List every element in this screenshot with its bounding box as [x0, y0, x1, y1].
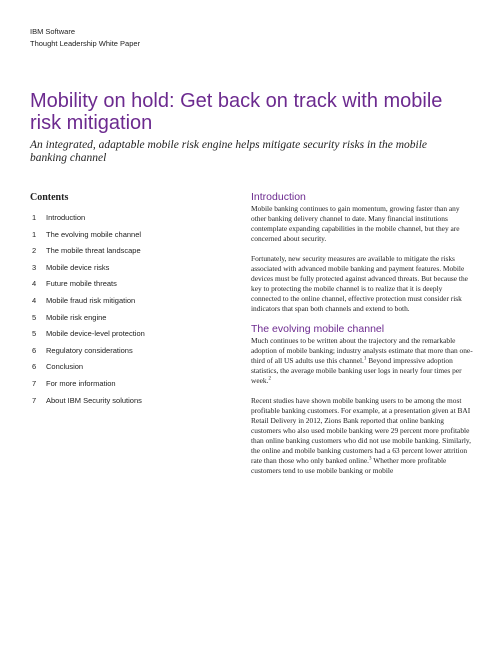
toc-page-number: 2: [32, 246, 37, 256]
toc-page-number: 5: [32, 329, 37, 339]
toc-item-for-more-information[interactable]: [30, 379, 220, 396]
toc-item-future-mobile-threats[interactable]: [30, 279, 220, 296]
toc-item-mobile-device-risks[interactable]: [30, 263, 220, 280]
toc-item-evolving-mobile-channel[interactable]: [30, 230, 220, 247]
toc-item-conclusion[interactable]: [30, 362, 220, 379]
brand-label: IBM Software: [30, 27, 76, 36]
toc-item-mobile-threat-landscape[interactable]: [30, 246, 220, 263]
toc-list: [30, 213, 220, 412]
main-column: [251, 191, 473, 476]
toc-item-mobile-device-level-protection[interactable]: [30, 329, 220, 346]
table-of-contents: [30, 192, 220, 412]
evolving-section: [251, 323, 473, 476]
introduction-paragraph-1: Mobile banking continues to gain momentum, growing faster than any other banking delivery channel to date. Many financial institutions contemplate expanding capabilities in the mobile channel, but they are concerned about security.: [251, 204, 460, 243]
toc-page-number: 4: [32, 279, 37, 289]
toc-page-number: 1: [32, 213, 37, 222]
footnote-ref-2: 2: [268, 376, 271, 382]
introduction-section: [251, 191, 473, 314]
toc-label: Introduction: [46, 213, 86, 222]
evolving-paragraph-2: [251, 396, 473, 476]
toc-page-number: 6: [32, 362, 37, 372]
toc-label: Mobile fraud risk mitigation: [46, 295, 136, 305]
introduction-heading: Introduction: [251, 191, 306, 203]
toc-page-number: 5: [32, 312, 37, 322]
toc-label: Mobile device-level protection: [46, 329, 145, 339]
evolving-p1-text-b: Beyond impressive adoption statistics, the average mobile banking user logs in nearly four times per week.: [251, 356, 462, 385]
contents-heading: Contents: [30, 192, 69, 203]
toc-label: For more information: [46, 378, 116, 388]
toc-item-regulatory-considerations[interactable]: [30, 346, 220, 363]
evolving-paragraph-1: [251, 336, 473, 386]
toc-page-number: 7: [32, 395, 37, 405]
toc-item-introduction[interactable]: [30, 213, 220, 230]
page-header: [30, 26, 140, 49]
introduction-paragraph-2: Fortunately, new security measures are available to mitigate the risks associated with advanced mobile banking and payment features. Mobile devices must be fully protected against advanced threats. But because the key to protecting the mobile channel is to realize that it is deeply connected to the online channel, effective protection must consider risk indicators that span both channels and extend to both.: [251, 254, 468, 313]
toc-label: Regulatory considerations: [46, 345, 133, 355]
toc-page-number: 6: [32, 345, 37, 355]
evolving-p2-text-b: Whether more profitable customers tend to use mobile banking or mobile: [251, 456, 447, 475]
evolving-p1-text-a: Much continues to be written about the trajectory and the remarkable adoption of mobile banking; industry analysts estimate that more than one-third of all US adults use this channel.: [251, 336, 473, 365]
toc-label: About IBM Security solutions: [46, 395, 142, 405]
evolving-p2-text-a: Recent studies have shown mobile banking users to be among the most profitable banking customers. For example, at a presentation given at BAI Retail Delivery in 2012, Zions Bank reported that online banking customers who also used mobile banking were 29 percent more profitable than online banking customers who did not use mobile banking. Similarly, the online and mobile banking customers had a 63 percent lower attrition rate than those who only banked online.: [251, 396, 471, 465]
footnote-ref-1: 1: [363, 356, 367, 362]
toc-label: The mobile threat landscape: [46, 246, 141, 256]
toc-item-mobile-fraud-risk-mitigation[interactable]: [30, 296, 220, 313]
toc-page-number: 1: [32, 229, 37, 239]
toc-item-mobile-risk-engine[interactable]: [30, 313, 220, 330]
toc-label: Conclusion: [46, 362, 84, 372]
footnote-ref-3: 3: [369, 456, 372, 462]
toc-page-number: 3: [32, 262, 37, 272]
toc-page-number: 7: [32, 378, 37, 388]
toc-label: Mobile device risks: [46, 262, 110, 272]
evolving-heading: The evolving mobile channel: [251, 323, 385, 335]
page-subtitle: An integrated, adaptable mobile risk engine helps mitigate security risks in the mobile banking channel: [30, 139, 428, 164]
toc-label: The evolving mobile channel: [46, 229, 142, 239]
toc-item-about-ibm-security[interactable]: [30, 396, 220, 413]
page-title: Mobility on hold: Get back on track with mobile risk mitigation: [30, 90, 443, 134]
toc-page-number: 4: [32, 295, 37, 305]
document-type-label: Thought Leadership White Paper: [30, 38, 141, 48]
toc-label: Future mobile threats: [46, 279, 117, 289]
toc-label: Mobile risk engine: [46, 312, 107, 322]
